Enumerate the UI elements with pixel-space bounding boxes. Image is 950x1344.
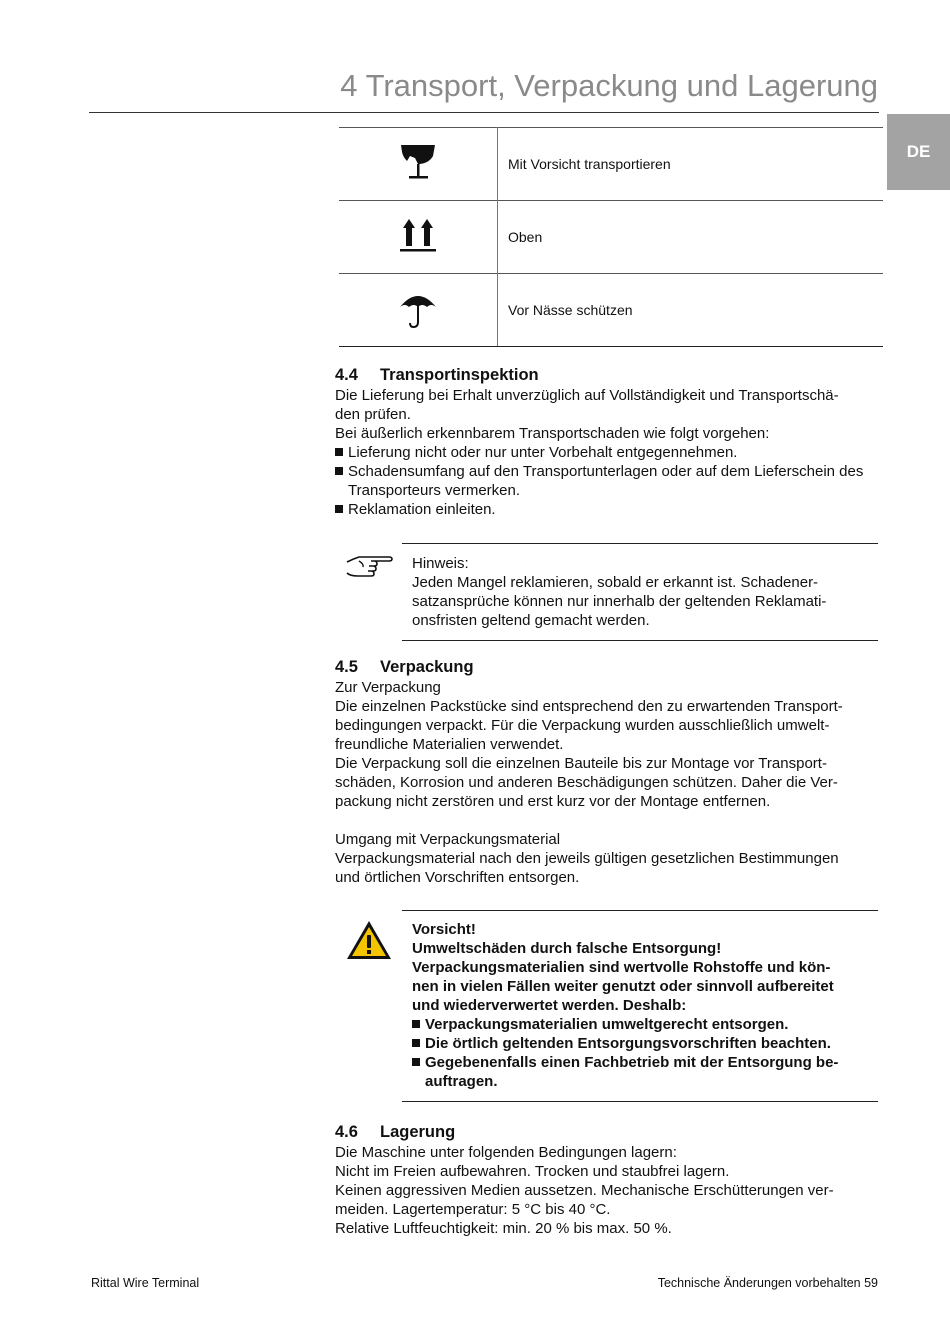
section-4-6: [335, 1122, 880, 1238]
pointing-hand-icon: [345, 553, 393, 579]
list-item: Die örtlich geltenden Entsorgungsvorschriften beachten.: [412, 1034, 872, 1053]
section-heading: 4.6 Lagerung: [335, 1123, 456, 1141]
paragraph-line: Keinen aggressiven Medien aussetzen. Mechanische Erschütterungen ver-: [335, 1182, 834, 1199]
paragraph-line: freundliche Materialien verwendet.: [335, 736, 564, 753]
warning-title: Vorsicht!: [412, 921, 476, 938]
page-title: 4 Transport, Verpackung und Lagerung: [340, 68, 878, 103]
language-tab: DE: [887, 114, 950, 190]
footer-left: Rittal Wire Terminal: [91, 1276, 200, 1290]
list-item: Schadensumfang auf den Transportunterlagen oder auf dem Lieferschein des Transporteurs vermerken.: [335, 462, 880, 500]
paragraph-line: den prüfen.: [335, 406, 411, 423]
bullet-square-icon: [412, 1039, 420, 1047]
symbol-label: Mit Vorsicht transportieren: [498, 128, 884, 201]
table-row: [339, 274, 883, 347]
warning-triangle-icon: [345, 919, 393, 961]
section-4-4: [335, 365, 880, 519]
paragraph-line: Verpackungsmaterial nach den jeweils gültigen gesetzlichen Bestimmungen: [335, 850, 839, 867]
paragraph-line: packung nicht zerstören und erst kurz vor der Montage entfernen.: [335, 793, 771, 810]
note-box: [402, 543, 878, 641]
fragile-glass-icon: [398, 143, 438, 183]
list-item: Gegebenenfalls einen Fachbetrieb mit der Entsorgung be- auftragen.: [412, 1053, 872, 1091]
symbol-label: Oben: [498, 201, 884, 274]
warning-line: und wiederverwertet werden. Deshalb:: [412, 997, 687, 1014]
paragraph-line: und örtlichen Vorschriften entsorgen.: [335, 869, 580, 886]
bullet-square-icon: [335, 467, 343, 475]
list-item: Verpackungsmaterialien umweltgerecht entsorgen.: [412, 1015, 872, 1034]
section-4-5: [335, 657, 880, 887]
paragraph-line: Relative Luftfeuchtigkeit: min. 20 % bis max. 50 %.: [335, 1220, 672, 1237]
symbol-label: Vor Nässe schützen: [498, 274, 884, 347]
section-heading: 4.4 Transportinspektion: [335, 366, 539, 384]
note-title: Hinweis:: [412, 555, 469, 572]
paragraph-line: Die einzelnen Packstücke sind entsprechend den zu erwartenden Transport-: [335, 698, 843, 715]
warning-box: [402, 910, 878, 1102]
list-item: Reklamation einleiten.: [335, 500, 880, 519]
title-rule: [89, 112, 879, 113]
paragraph-line: Die Verpackung soll die einzelnen Bauteile bis zur Montage vor Transport-: [335, 755, 827, 772]
paragraph: Bei äußerlich erkennbarem Transportschaden wie folgt vorgehen:: [335, 425, 770, 442]
paragraph-line: Nicht im Freien aufbewahren. Trocken und staubfrei lagern.: [335, 1163, 730, 1180]
paragraph-line: Die Maschine unter folgenden Bedingungen lagern:: [335, 1144, 677, 1161]
table-row: [339, 128, 883, 201]
note-line: Jeden Mangel reklamieren, sobald er erkannt ist. Schadener-: [412, 574, 819, 591]
note-line: satzansprüche können nur innerhalb der geltenden Reklamati-: [412, 593, 827, 610]
note-line: onsfristen geltend gemacht werden.: [412, 612, 650, 629]
bullet-square-icon: [335, 448, 343, 456]
subheading: Umgang mit Verpackungsmaterial: [335, 831, 561, 848]
table-row: [339, 201, 883, 274]
warning-line: nen in vielen Fällen weiter genutzt oder sinnvoll aufbereitet: [412, 978, 834, 995]
packaging-symbols-table: [339, 127, 883, 347]
warning-subtitle: Umweltschäden durch falsche Entsorgung!: [412, 940, 722, 957]
umbrella-keep-dry-icon: [398, 289, 438, 329]
paragraph-line: meiden. Lagertemperatur: 5 °C bis 40 °C.: [335, 1201, 611, 1218]
section-heading: 4.5 Verpackung: [335, 658, 474, 676]
paragraph-line: Die Lieferung bei Erhalt unverzüglich auf Vollständigkeit und Transportschä-: [335, 387, 839, 404]
paragraph-line: bedingungen verpackt. Für die Verpackung wurden ausschließlich umwelt-: [335, 717, 830, 734]
bullet-square-icon: [412, 1020, 420, 1028]
warning-line: Verpackungsmaterialien sind wertvolle Rohstoffe und kön-: [412, 959, 831, 976]
bullet-square-icon: [412, 1058, 420, 1066]
footer-right: Technische Änderungen vorbehalten 59: [657, 1276, 878, 1290]
subheading: Zur Verpackung: [335, 679, 441, 696]
list-item: Lieferung nicht oder nur unter Vorbehalt entgegennehmen.: [335, 443, 880, 462]
bullet-square-icon: [335, 505, 343, 513]
paragraph-line: schäden, Korrosion und anderen Beschädigungen schützen. Daher die Ver-: [335, 774, 838, 791]
this-side-up-arrows-icon: [398, 218, 438, 254]
